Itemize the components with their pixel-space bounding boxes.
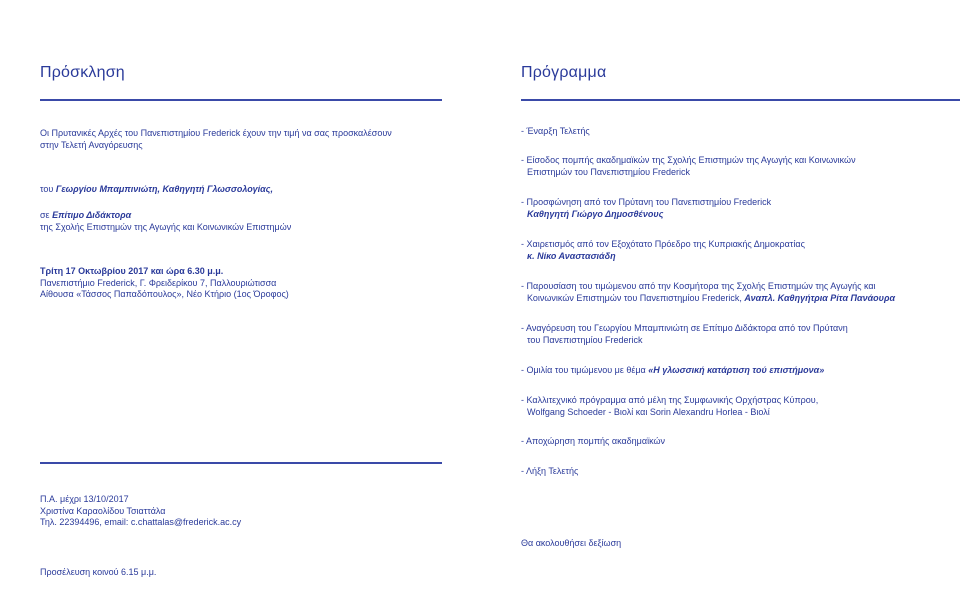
program-item-person: κ. Νίκο Αναστασιάδη [527, 250, 616, 261]
program-item-text: Επιστημών του Πανεπιστημίου Frederick [527, 166, 691, 177]
heading-divider-left [40, 99, 442, 101]
program-item [521, 281, 895, 304]
rsvp-deadline: Π.Α. μέχρι 13/10/2017 [40, 494, 129, 504]
program-item [521, 239, 805, 262]
program-item-person: Καθηγητή Γιώργο Δημοσθένους [527, 208, 664, 219]
reception-note: Θα ακολουθήσει δεξίωση [521, 538, 622, 548]
honorary-title-block [40, 210, 291, 233]
program-item [521, 155, 856, 178]
footer-divider-left [40, 462, 442, 464]
program-heading: Πρόγραμμα [521, 64, 607, 81]
program-item-text: Wolfgang Schoeder - Βιολί και Sorin Alexandru Horlea - Βιολί [527, 406, 770, 417]
venue-line-2: Αίθουσα «Τάσσος Παπαδόπουλος», Νέο Κτήριο (1ος Όροφος) [40, 289, 289, 299]
rsvp-block [40, 494, 241, 529]
program-item [521, 323, 848, 346]
invitation-heading: Πρόσκληση [40, 64, 125, 81]
honoree-name: Γεωργίου Μπαμπινιώτη, Καθηγητή Γλωσσολογίας, [55, 184, 273, 194]
honorary-title: Επίτιμο Διδάκτορα [52, 210, 132, 220]
venue-line-1: Πανεπιστήμιο Frederick, Γ. Φρειδερίκου 7, Παλλουριώτισσα [40, 277, 277, 288]
program-item-text: - Προσφώνηση από τον Πρύτανη του Πανεπιστημίου Frederick [521, 197, 772, 207]
program-item-text: - Αναγόρευση του Γεωργίου Μπαμπινιώτη σε Επίτιμο Διδάκτορα από τον Πρύτανη [521, 323, 848, 333]
intro-line-2: στην Τελετή Αναγόρευσης [40, 139, 143, 150]
arrival-time: Προσέλευση κοινού 6.15 μ.μ. [40, 567, 157, 577]
program-item-text: - Παρουσίαση του τιμώμενου από την Κοσμήτορα της Σχολής Επιστημών της Αγωγής και [521, 281, 876, 291]
event-date: Τρίτη 17 Οκτωβρίου 2017 και ώρα 6.30 μ.μ. [40, 266, 224, 276]
school-name: της Σχολής Επιστημών της Αγωγής και Κοινωνικών Επιστημών [40, 221, 292, 232]
event-details [40, 266, 289, 301]
program-item [521, 365, 824, 377]
intro-line-1: Οι Πρυτανικές Αρχές του Πανεπιστημίου Frederick έχουν την τιμή να σας προσκαλέσουν [40, 128, 392, 138]
program-item [521, 395, 818, 418]
speech-title: «Η γλωσσική κατάρτιση τού επιστήμονα» [648, 365, 825, 375]
program-item [521, 466, 578, 478]
program-item [521, 197, 771, 220]
program-item-text: - Έναρξη Τελετής [521, 126, 590, 136]
program-item-text: - Αποχώρηση πομπής ακαδημαϊκών [521, 436, 665, 446]
program-item-text: - Ομιλία του τιμώμενου με θέμα [521, 365, 649, 375]
rsvp-contact-details: Τηλ. 22394496, email: c.chattalas@frederick.ac.cy [40, 517, 242, 527]
program-item-text: - Καλλιτεχνικό πρόγραμμα από μέλη της Συμφωνικής Ορχήστρας Κύπρου, [521, 395, 819, 405]
program-item-text: - Λήξη Τελετής [521, 466, 579, 476]
honoree-prefix: του [40, 184, 56, 194]
honoree-line [40, 184, 273, 196]
program-item [521, 126, 590, 138]
rsvp-contact-name: Χριστίνα Καραολίδου Τσιαττάλα [40, 505, 166, 516]
program-item-person: Αναπλ. Καθηγήτρια Ρίτα Πανάουρα [744, 292, 896, 303]
program-item-text: Κοινωνικών Επιστημών του Πανεπιστημίου Frederick, [527, 292, 745, 303]
as-prefix: σε [40, 210, 53, 220]
program-item-text: - Χαιρετισμός από τον Εξοχότατο Πρόεδρο της Κυπριακής Δημοκρατίας [521, 239, 805, 249]
heading-divider-right [521, 99, 960, 101]
program-item-text: - Είσοδος πομπής ακαδημαϊκών της Σχολής Επιστημών της Αγωγής και Κοινωνικών [521, 155, 856, 165]
invitation-intro [40, 128, 460, 151]
program-item [521, 436, 665, 448]
program-item-text: του Πανεπιστημίου Frederick [527, 334, 643, 345]
